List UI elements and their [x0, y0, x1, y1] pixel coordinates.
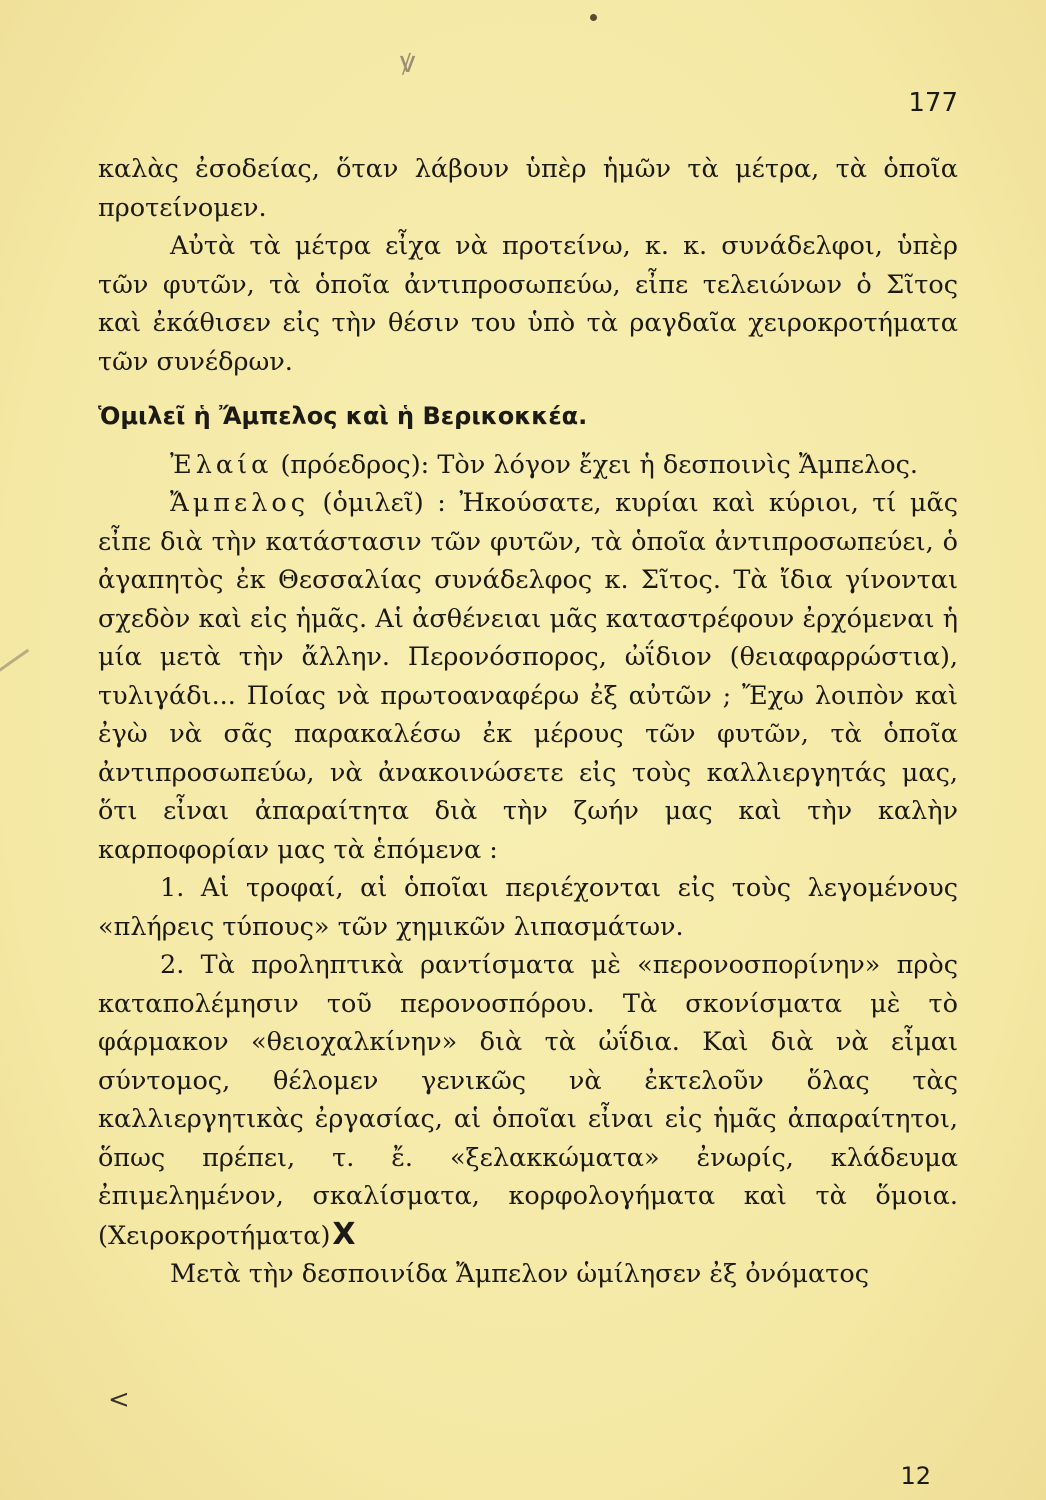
paragraph-5: Μετὰ τὴν δεσποινίδα Ἄμπελον ὡμίλησεν ἐξ ὀνόματος — [170, 1259, 869, 1289]
show-through-mark — [0, 649, 29, 674]
list-item-2-text: 2. Τὰ προληπτικὰ ραντίσματα μὲ «περονοσπορίνην» πρὸς καταπολέμησιν τοῦ περονοσπόρου. Τὰ σκονίσματα μὲ τὸ φάρμακον «θειοχαλκίνην» διὰ τὰ ὠΐδια. Καὶ διὰ νὰ εἶμαι σύντομος, θέλομεν γενικῶς νὰ ἐκτελοῦν ὅλας τὰς καλλιεργητικὰς ἐργασίας, αἱ ὁποῖαι εἶναι εἰς ἡμᾶς ἀπαραίτητοι, ὅπως πρέπει, τ. ἔ. «ξελακκώματα» ἐνωρίς, κλάδευμα ἐπιμελημένον, σκαλίσματα, κορφολογήματα καὶ τὰ ὅμοια. (Χειροκροτήματα) — [98, 950, 958, 1251]
page-number: 177 — [908, 88, 958, 118]
pen-x-mark: X — [332, 1216, 356, 1252]
speaker-name: Ἄμπελος — [170, 488, 310, 518]
pen-margin-mark: < — [108, 1385, 130, 1415]
paragraph-3 — [98, 446, 958, 485]
paragraph-3-text: (πρόεδρος): Τὸν λόγον ἔχει ἡ δεσποινὶς Ἄμπελος. — [272, 449, 918, 480]
pencil-mark: ꝟ — [400, 45, 416, 80]
list-item-1: 1. Αἱ τροφαί, αἱ ὁποῖαι περιέχονται εἰς τοὺς λεγομένους «πλήρεις τύπους» τῶν χημικῶν λιπασμάτων. — [98, 873, 958, 942]
list-item-2 — [98, 946, 958, 1255]
paragraph-1: καλὰς ἐσοδείας, ὅταν λάβουν ὑπὲρ ἡμῶν τὰ μέτρα, τὰ ὁποῖα προτείνομεν. — [98, 154, 958, 223]
ink-dot — [590, 14, 597, 21]
paragraph-4-text: (ὁμιλεῖ) : Ἠκούσατε, κυρίαι καὶ κύριοι, τί μᾶς εἶπε διὰ τὴν κατάστασιν τῶν φυτῶν, τὰ ὁποῖα ἀντιπροσωπεύει, ὁ ἀγαπητὸς ἐκ Θεσσαλίας συνάδελφος κ. Σῖτος. Τὰ ἴδια γίνονται σχεδὸν καὶ εἰς ἡμᾶς. Αἱ ἀσθένειαι μᾶς καταστρέφουν ἐρχόμεναι ἡ μία μετὰ τὴν ἄλλην. Περονόσπορος, ὠΐδιον (θειαφαρρώστια), τυλιγάδι... Ποίας νὰ πρωτοαναφέρω ἐξ αὐτῶν ; Ἔχω λοιπὸν καὶ ἐγὼ νὰ σᾶς παρακαλέσω ἐκ μέρους τῶν φυτῶν, τὰ ὁποῖα ἀντιπροσωπεύω, νὰ ἀνακοινώσετε εἰς τοὺς καλλιεργητάς μας, ὅτι εἶναι ἀπαραίτητα διὰ τὴν ζωήν μας καὶ τὴν καλὴν καρποφορίαν μας τὰ ἑπόμενα : — [98, 488, 958, 865]
signature-mark: 12 — [900, 1462, 931, 1490]
speaker-name: Ἐλαία — [170, 449, 273, 480]
paragraph-4 — [98, 484, 958, 869]
body-text — [98, 150, 958, 1294]
section-heading: Ὁμιλεῖ ἡ Ἄμπελος καὶ ἡ Βερικοκκέα. — [98, 402, 588, 430]
paragraph-2: Αὐτὰ τὰ μέτρα εἶχα νὰ προτείνω, κ. κ. συνάδελφοι, ὑπὲρ τῶν φυτῶν, τὰ ὁποῖα ἀντιπροσωπεύω, εἶπε τελειώνων ὁ Σῖτος καὶ ἐκάθισεν εἰς τὴν θέσιν του ὑπὸ τὰ ραγδαῖα χειροκροτήματα τῶν συνέδρων. — [98, 231, 958, 377]
